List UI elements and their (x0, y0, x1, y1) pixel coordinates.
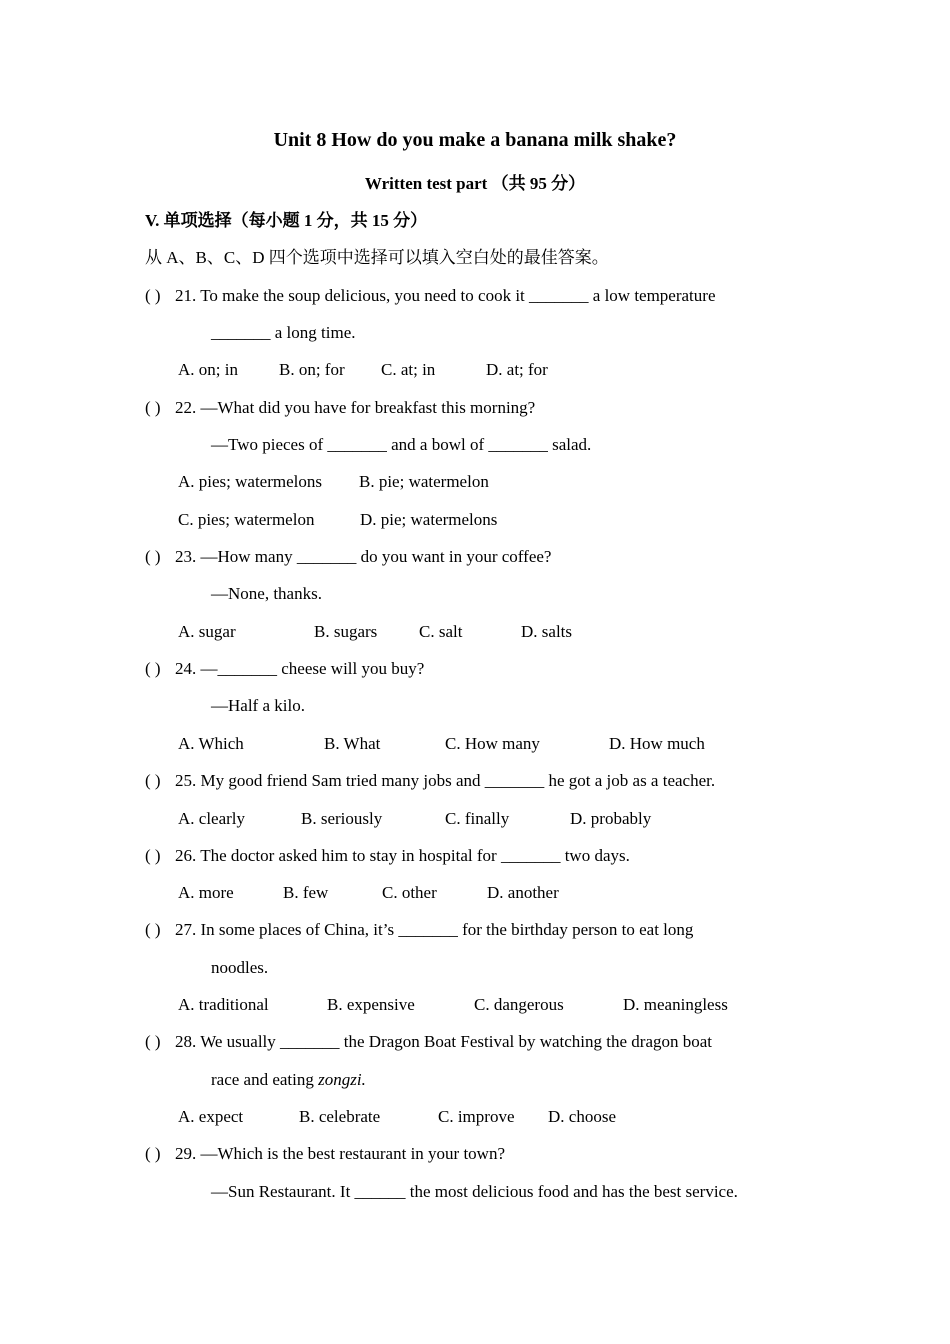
option-b: B. celebrate (299, 1107, 381, 1126)
question-26 (145, 845, 630, 867)
option-a: A. pies; watermelons (178, 472, 322, 491)
question-28 (145, 1031, 712, 1053)
option-c: C. pies; watermelon (178, 510, 315, 529)
question-text: 21. To make the soup delicious, you need to cook it _______ a low temperature (175, 286, 716, 305)
question-27 (145, 919, 693, 941)
question-text: 26. The doctor asked him to stay in hospital for _______ two days. (175, 846, 630, 865)
question-21 (145, 285, 716, 307)
question-text: 27. In some places of China, it’s _______ for the birthday person to eat long (175, 920, 694, 939)
option-c: C. How many (445, 734, 540, 753)
answer-bracket[interactable]: ( ) (145, 398, 161, 417)
option-a: A. expect (178, 1107, 244, 1126)
option-c: C. improve (438, 1107, 515, 1126)
answer-bracket[interactable]: ( ) (145, 286, 161, 305)
option-d: D. How much (609, 734, 705, 753)
option-b: B. few (283, 883, 329, 902)
answer-bracket[interactable]: ( ) (145, 659, 161, 678)
question-text: 22. —What did you have for breakfast this morning? (175, 398, 536, 417)
question-29-cont: —Sun Restaurant. It ______ the most delicious food and has the best service. (211, 1182, 738, 1201)
answer-bracket[interactable]: ( ) (145, 846, 161, 865)
option-b: B. What (324, 734, 381, 753)
question-23-cont: —None, thanks. (211, 584, 322, 603)
option-a: A. on; in (178, 360, 238, 379)
option-d: D. salts (521, 622, 572, 641)
question-29 (145, 1143, 505, 1165)
question-text: 25. My good friend Sam tried many jobs and _______ he got a job as a teacher. (175, 771, 716, 790)
question-24-cont: —Half a kilo. (211, 696, 305, 715)
option-a: A. traditional (178, 995, 269, 1014)
answer-bracket[interactable]: ( ) (145, 771, 161, 790)
option-d: D. probably (570, 809, 652, 828)
question-28-cont (211, 1069, 366, 1091)
answer-bracket[interactable]: ( ) (145, 547, 161, 566)
question-22 (145, 397, 535, 419)
option-a: A. sugar (178, 622, 236, 641)
option-a: A. more (178, 883, 234, 902)
option-d: D. choose (548, 1107, 616, 1126)
option-a: A. clearly (178, 809, 246, 828)
option-b: B. pie; watermelon (359, 472, 489, 491)
option-d: D. pie; watermelons (360, 510, 498, 529)
option-d: D. another (487, 883, 559, 902)
option-c: C. salt (419, 622, 463, 641)
page-subtitle: Written test part （共 95 分） (364, 174, 586, 193)
option-b: B. expensive (327, 995, 415, 1014)
option-b: B. seriously (301, 809, 383, 828)
option-c: C. other (382, 883, 437, 902)
answer-bracket[interactable]: ( ) (145, 1032, 161, 1051)
question-text: 28. We usually _______ the Dragon Boat Festival by watching the dragon boat (175, 1032, 713, 1051)
question-24 (145, 658, 424, 680)
question-25 (145, 770, 715, 792)
option-c: C. at; in (381, 360, 436, 379)
question-23 (145, 546, 551, 568)
question-text: race and eating (211, 1070, 319, 1089)
question-text: 29. —Which is the best restaurant in your town? (175, 1144, 506, 1163)
question-22-cont: —Two pieces of _______ and a bowl of _______ salad. (211, 435, 592, 454)
option-c: C. dangerous (474, 995, 564, 1014)
question-27-cont: noodles. (211, 958, 269, 977)
question-21-cont: _______ a long time. (211, 323, 356, 342)
option-c: C. finally (445, 809, 510, 828)
page-title: Unit 8 How do you make a banana milk shake? (273, 129, 677, 151)
option-d: D. at; for (486, 360, 548, 379)
answer-bracket[interactable]: ( ) (145, 920, 161, 939)
option-a: A. Which (178, 734, 244, 753)
italic-word: zongzi. (318, 1070, 366, 1089)
option-b: B. on; for (279, 360, 345, 379)
option-b: B. sugars (314, 622, 378, 641)
instruction: 从 A、B、C、D 四个选项中选择可以填入空白处的最佳答案。 (145, 248, 609, 267)
section-heading: V. 单项选择（每小题 1 分，共 15 分） (145, 211, 428, 230)
answer-bracket[interactable]: ( ) (145, 1144, 161, 1163)
option-d: D. meaningless (623, 995, 728, 1014)
question-text: 23. —How many _______ do you want in your coffee? (175, 547, 552, 566)
question-text: 24. —_______ cheese will you buy? (175, 659, 425, 678)
